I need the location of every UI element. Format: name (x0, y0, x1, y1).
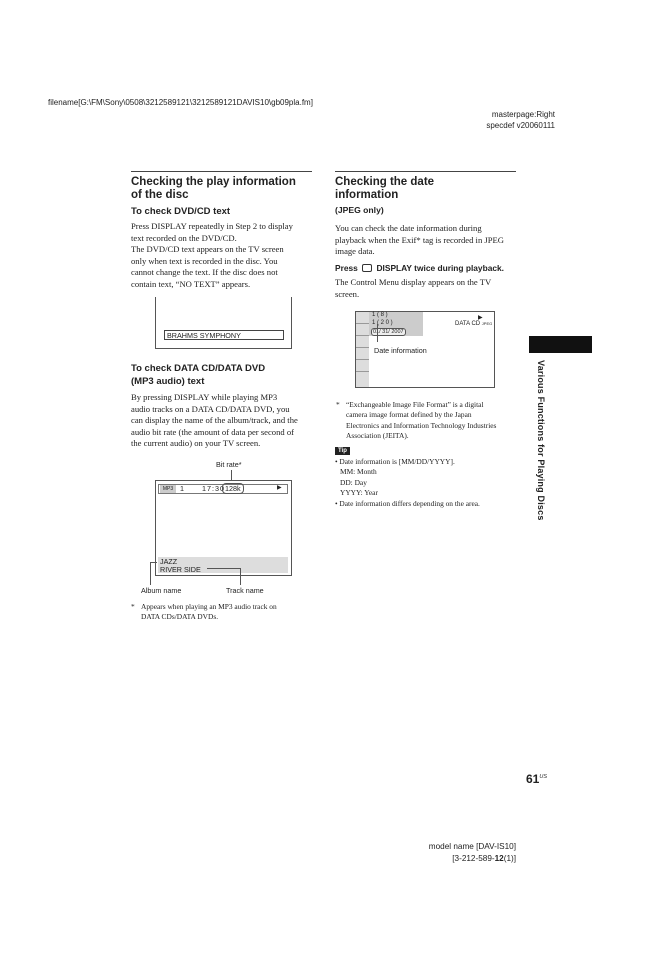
menu-icon-slot (356, 336, 369, 348)
para-line: audio bit rate (the amount of data per second of (131, 426, 294, 437)
para-line: the current audio) on your TV screen. (131, 438, 261, 449)
footnote-line: “Exchangeable Image File Format” is a digital (346, 400, 484, 409)
jpeg-mode-label: JPEG (481, 321, 493, 326)
tip-item: MM: Month (340, 467, 377, 477)
track-name-text: RIVER SIDE (160, 565, 201, 574)
left-title (131, 176, 296, 202)
album-name-text: JAZZ (160, 557, 178, 566)
masterpage-header: masterpage:Right (491, 110, 555, 119)
control-menu-paragraph (335, 277, 520, 300)
date-info-paragraph (335, 223, 520, 258)
tip-item: YYYY: Year (340, 488, 378, 498)
display-button-icon (362, 264, 372, 272)
right-title-line2: information (335, 189, 399, 201)
menu-icon-slot (356, 324, 369, 336)
tip-badge: Tip (335, 447, 350, 455)
right-top-rule (335, 171, 516, 172)
footnote-mark: * (131, 602, 135, 611)
left-top-rule (131, 171, 312, 172)
press-word: Press (335, 263, 358, 273)
footnote-line: Appears when playing an MP3 audio track on (141, 602, 277, 611)
page-number (526, 772, 547, 786)
right-title (335, 176, 434, 202)
right-title-line1: Checking the date (335, 176, 435, 188)
para-line: audio tracks on a DATA CD/DATA DVD, you (131, 403, 290, 414)
track-pointer (207, 568, 241, 585)
bitrate-pointer (231, 470, 232, 480)
play-icon: ▶ (277, 485, 282, 491)
model-name-footer: model name [DAV-IS10] (428, 842, 516, 851)
album-name-label: Album name (141, 586, 182, 595)
code-bold: 12 (494, 854, 504, 863)
part-code-footer (452, 854, 516, 863)
tip-item: • Date information differs depending on the area. (335, 498, 480, 508)
menu-icon-strip (356, 312, 369, 387)
subheading-data-cd-text (131, 362, 265, 388)
mp3-time: 17:30 (202, 484, 225, 493)
tip-item: DD: Day (340, 477, 367, 487)
dvd-cd-text-paragraph (131, 221, 316, 291)
para-line: You can check the date information during (335, 223, 482, 233)
para-line: Press DISPLAY repeatedly in Step 2 to display (131, 221, 293, 231)
menu-icon-slot (356, 360, 369, 372)
para-line: screen. (335, 288, 360, 299)
folder-count: 1 ( 8 ) (372, 312, 388, 318)
file-count: 1 ( 2 0 ) (372, 320, 393, 326)
play-icon: ▶ (478, 315, 483, 321)
para-line: text recorded on the DVD/CD. (131, 232, 237, 243)
para-line: only when text is recorded in the disc. You (131, 255, 278, 266)
para-line: image data. (335, 246, 375, 257)
side-section-label: Various Functions for Playing Discs (536, 360, 546, 521)
disc-text-box: BRAHMS SYMPHONY (164, 330, 284, 340)
footnote-line: Association (JEITA). (346, 431, 409, 441)
album-pointer (150, 562, 157, 585)
specdef-header: specdef v20060111 (486, 121, 555, 130)
subheading-line1: To check DATA CD/DATA DVD (131, 363, 266, 374)
para-line: playback when the Exif* tag is recorded in JPEG (335, 234, 504, 245)
subheading-dvd-cd-text: To check DVD/CD text (131, 206, 231, 217)
press-rest: DISPLAY twice during playback. (376, 263, 505, 273)
left-title-line2: of the disc (131, 189, 189, 201)
exif-footnote-mark: * (336, 400, 340, 409)
tv-screen-mp3 (155, 480, 292, 576)
code-suffix: (1)] (503, 854, 516, 863)
jpeg-only-note: (JPEG only) (335, 205, 384, 215)
page-suffix: US (539, 774, 547, 780)
data-cd-paragraph (131, 392, 316, 450)
para-line: The Control Menu display appears on the TV (335, 277, 492, 287)
footnote-line: DATA CDs/DATA DVDs. (141, 612, 219, 622)
left-title-line1: Checking the play information (131, 176, 296, 188)
footnote-line: Electronics and Information Technology Industries (346, 420, 497, 430)
filename-header: filename[G:\FM\Sony\0508\3212589121\3212589121DAVIS10\gb09pla.fm] (48, 98, 313, 107)
code-prefix: [3-212-589- (452, 854, 495, 863)
para-line: contain text, “NO TEXT” appears. (131, 278, 251, 289)
menu-icon-slot (356, 348, 369, 360)
date-information-label: Date information (374, 346, 427, 355)
mp3-track-number: 1 (180, 484, 184, 493)
mp3-footnote (141, 602, 316, 623)
section-tab (529, 336, 592, 353)
mp3-bitrate: 128k (222, 483, 244, 494)
track-name-label: Track name (226, 586, 264, 595)
subheading-line2: (MP3 audio) text (131, 376, 205, 387)
page-number-value: 61 (526, 772, 540, 786)
date-readout: 01/ 31/ 2007 (373, 329, 404, 335)
para-line: The DVD/CD text appears on the TV screen (131, 244, 284, 255)
date-pointer (377, 324, 378, 342)
tip-list (335, 457, 520, 509)
disc-icon: MP3 (160, 485, 176, 493)
bitrate-label: Bit rate* (216, 460, 242, 469)
footnote-line: camera image format defined by the Japan (346, 410, 472, 420)
para-line: By pressing DISPLAY while playing MP3 (131, 392, 278, 402)
media-type (455, 321, 492, 327)
press-display-instruction (335, 263, 504, 273)
tip-item: • Date information is [MM/DD/YYYY]. (335, 457, 455, 466)
menu-icon-slot (356, 312, 369, 324)
media-type-label: DATA CD (455, 321, 481, 327)
para-line: can display the name of the album/track, and the (131, 415, 298, 426)
exif-footnote (346, 400, 521, 442)
para-line: cannot change the text. If the disc does not (131, 267, 278, 278)
tv-screen-dvd-text (155, 297, 292, 349)
